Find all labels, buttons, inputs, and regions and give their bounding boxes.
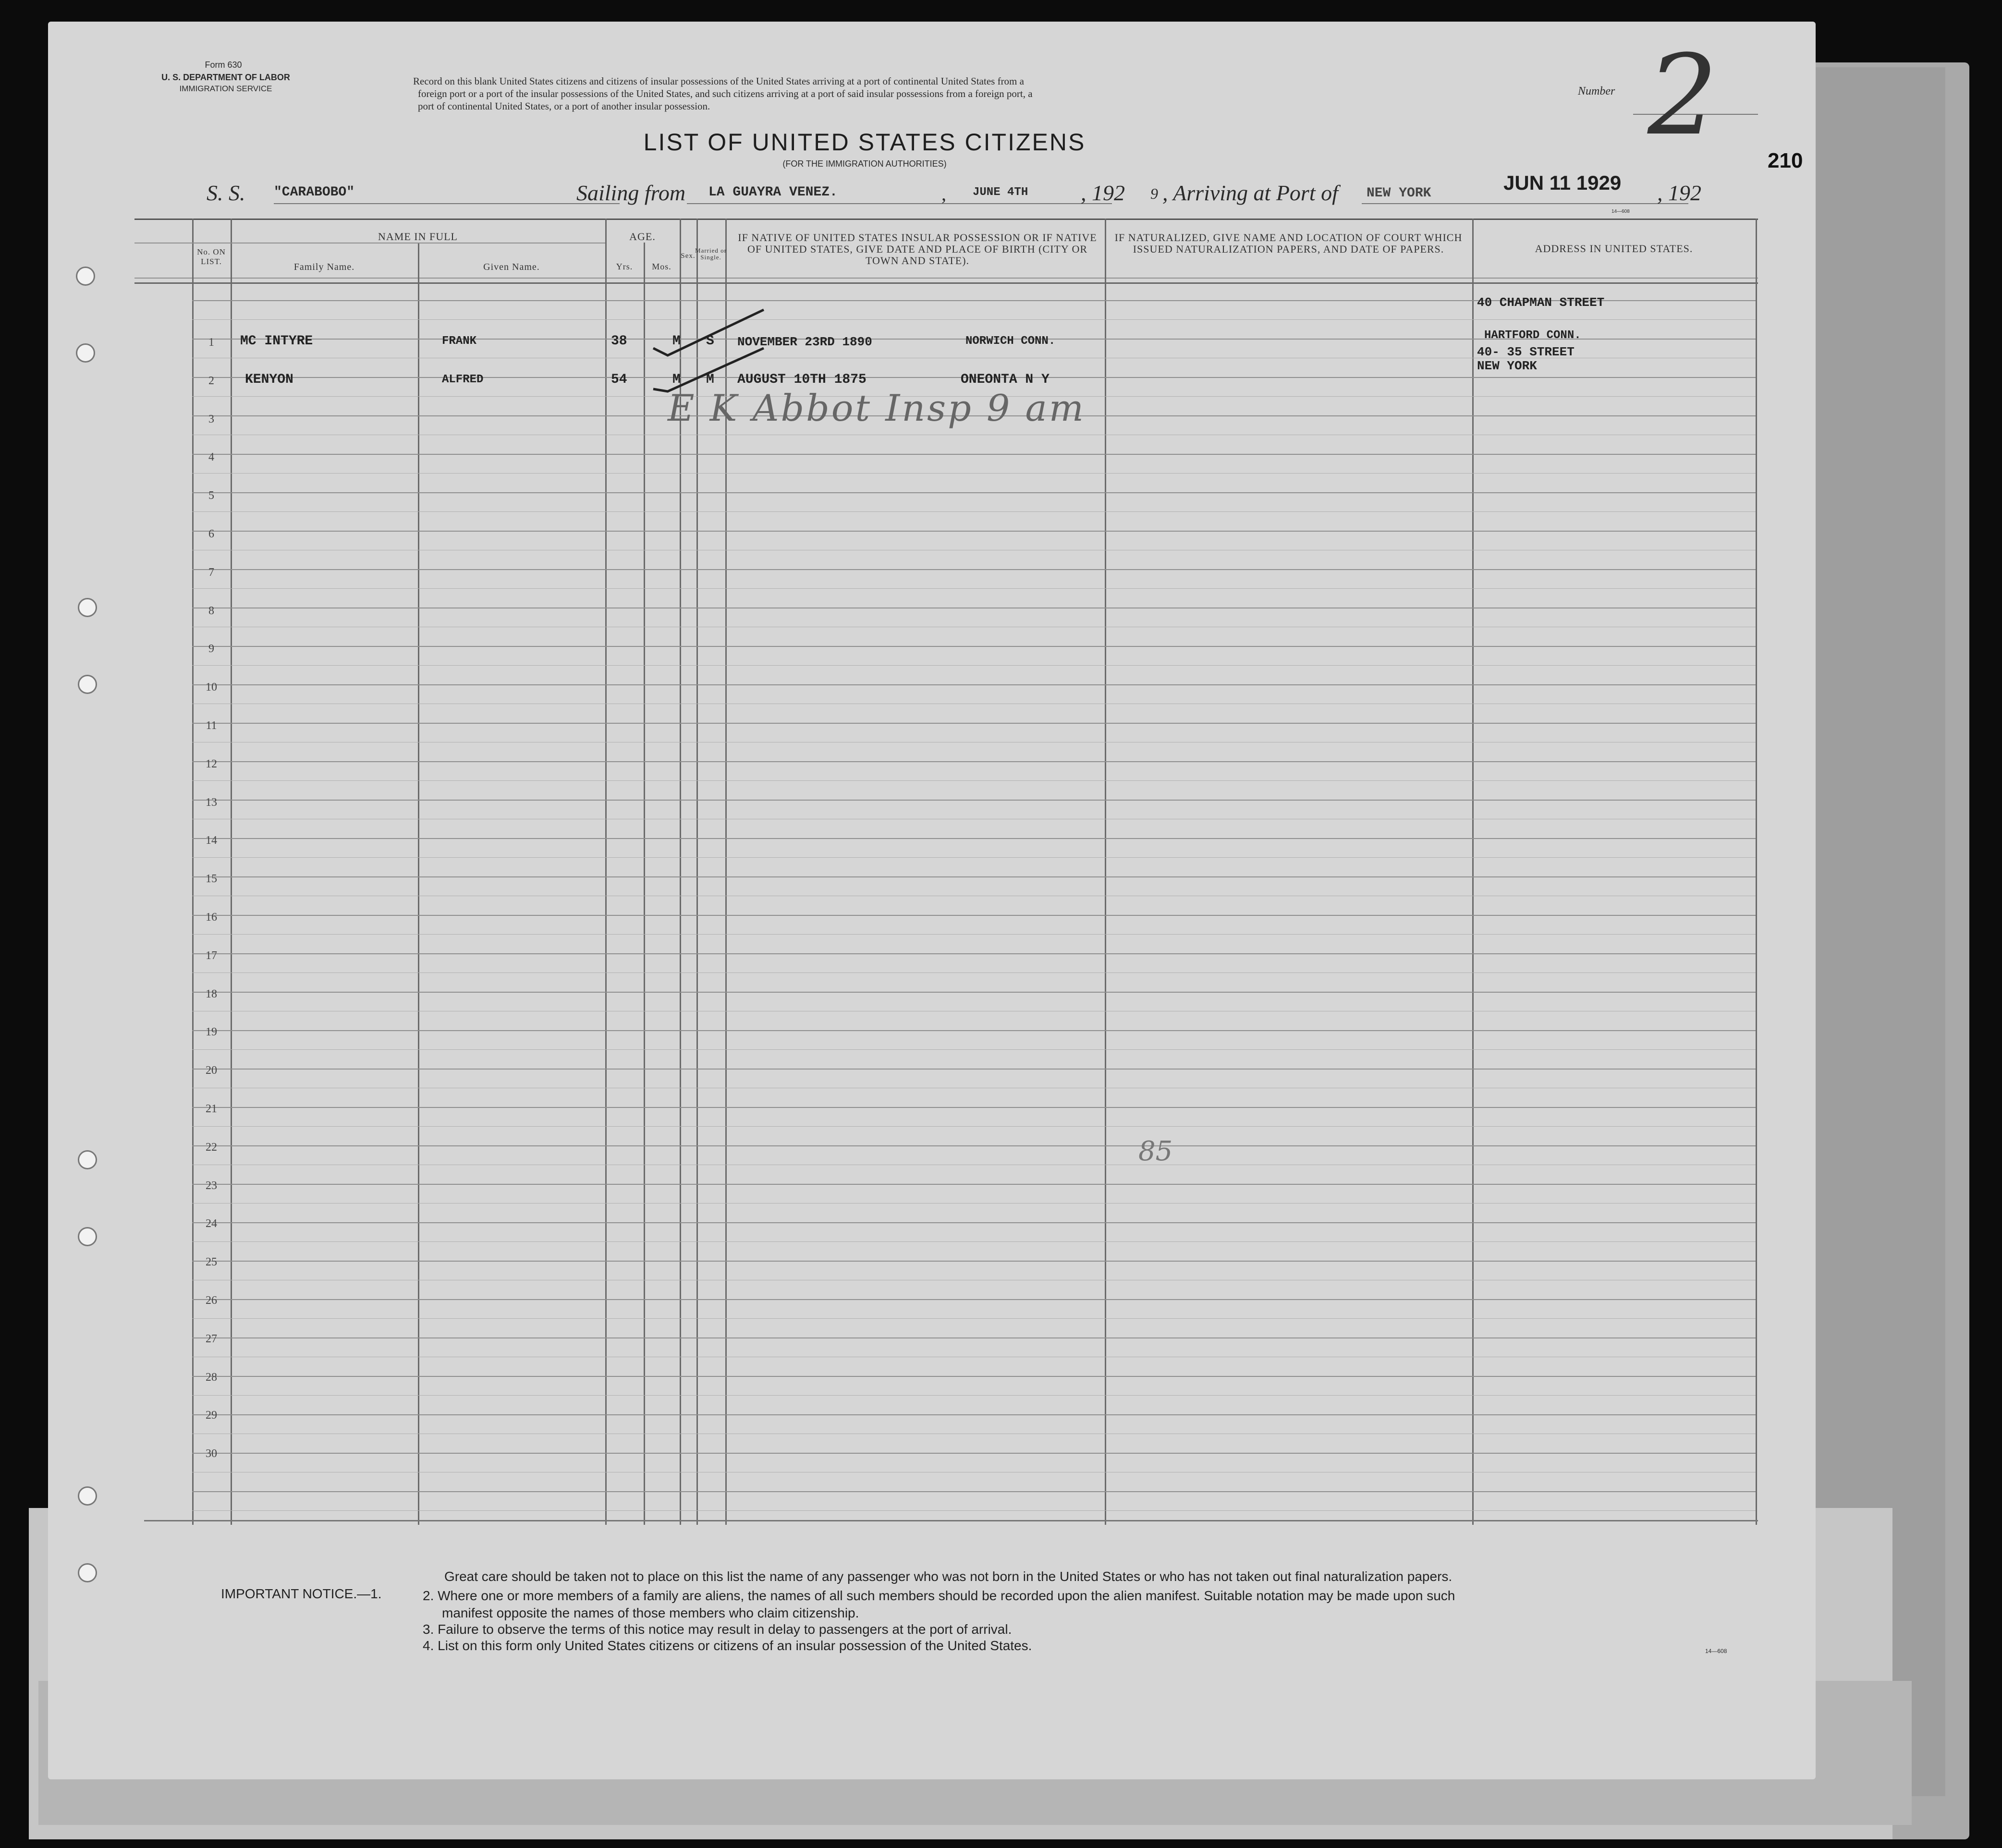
row-number: 15 bbox=[206, 873, 217, 886]
row-rule bbox=[192, 1414, 1756, 1415]
row-rule bbox=[192, 838, 1756, 839]
binder-hole bbox=[76, 343, 95, 363]
row2-given: ALFRED bbox=[442, 373, 484, 386]
instruction-line-2: foreign port or a port of the insular possessions of the United States, and such citizens arriving at a port of said insular possessions from a foreign port, a bbox=[418, 88, 1033, 99]
row1-birth-date: NOVEMBER 23RD 1890 bbox=[737, 335, 872, 349]
sailing-from: LA GUAYRA VENEZ. bbox=[708, 185, 838, 200]
header-family-name: Family Name. bbox=[293, 262, 355, 272]
row1-address-city: HARTFORD CONN. bbox=[1484, 329, 1581, 342]
row2-family: KENYON bbox=[245, 372, 293, 387]
notice-item-1: Great care should be taken not to place on this list the name of any passenger who was not born in the United States or who has not taken out final naturalization papers. bbox=[444, 1569, 1453, 1584]
header-married: Married or Single. bbox=[695, 247, 727, 261]
row-number: 3 bbox=[208, 413, 214, 426]
col-line-address bbox=[1472, 219, 1474, 1525]
row-rule-light bbox=[192, 780, 1756, 781]
binder-hole bbox=[76, 267, 95, 286]
row-rule bbox=[192, 454, 1756, 455]
row-rule bbox=[192, 800, 1756, 801]
row-number: 4 bbox=[208, 451, 214, 464]
header-naturalized: IF NATURALIZED, GIVE NAME AND LOCATION OF COURT WHICH ISSUED NATURALIZATION PAPERS, AND DATE OF PAPERS. bbox=[1114, 231, 1463, 255]
year-prefix: , 192 bbox=[1081, 181, 1125, 205]
row-number: 6 bbox=[208, 528, 214, 540]
inspector-signature: E K Abbot Insp 9 am bbox=[668, 387, 1086, 429]
row-number: 22 bbox=[206, 1141, 217, 1154]
row-number: 27 bbox=[206, 1332, 217, 1345]
row-number: 9 bbox=[208, 643, 214, 656]
row-rule-light bbox=[192, 1510, 1756, 1511]
row-number: 18 bbox=[206, 987, 217, 1000]
row2-marital: M bbox=[706, 372, 714, 387]
row-rule bbox=[192, 1184, 1756, 1185]
row-rule-light bbox=[192, 588, 1756, 589]
row-number: 17 bbox=[206, 949, 217, 962]
print-code: 14—608 bbox=[1611, 209, 1630, 214]
row-rule bbox=[192, 1107, 1756, 1108]
row-rule-light bbox=[192, 473, 1756, 474]
row-number: 23 bbox=[206, 1179, 217, 1192]
ss-label: S. S. bbox=[207, 181, 245, 205]
row-rule bbox=[192, 876, 1756, 877]
margin-mark: 85 bbox=[1138, 1136, 1173, 1167]
notice-code: 14—608 bbox=[1705, 1648, 1727, 1654]
row-rule-light bbox=[192, 665, 1756, 666]
row-rule-light bbox=[192, 1318, 1756, 1319]
form-department: U. S. DEPARTMENT OF LABOR bbox=[161, 73, 290, 82]
year-suffix: 9 bbox=[1150, 185, 1158, 202]
row1-yrs: 38 bbox=[611, 334, 627, 349]
binder-hole bbox=[78, 675, 97, 694]
binder-hole bbox=[78, 1563, 97, 1582]
row-rule bbox=[192, 569, 1756, 570]
sailing-label: Sailing from bbox=[576, 181, 686, 205]
ship-name: "CARABOBO" bbox=[274, 185, 355, 200]
page-subtitle: (FOR THE IMMIGRATION AUTHORITIES) bbox=[782, 159, 947, 169]
row-number: 14 bbox=[206, 834, 217, 847]
list-number: 2 bbox=[1648, 32, 1718, 160]
row-number: 24 bbox=[206, 1217, 217, 1230]
row1-sex: M bbox=[672, 334, 681, 349]
header-mid-line bbox=[134, 278, 1758, 279]
row-rule bbox=[192, 1145, 1756, 1146]
row-number: 21 bbox=[206, 1103, 217, 1115]
arrival-port: NEW YORK bbox=[1367, 186, 1431, 201]
row-rule-light bbox=[192, 511, 1756, 512]
row2-sex: M bbox=[672, 372, 681, 387]
row-number: 2 bbox=[208, 374, 214, 387]
row-rule-light bbox=[192, 1241, 1756, 1242]
row-rule-light bbox=[192, 1049, 1756, 1050]
form-number: Form 630 bbox=[205, 60, 242, 70]
table-top-border bbox=[134, 219, 1758, 220]
header-sex: Sex. bbox=[681, 252, 696, 260]
row-number: 30 bbox=[206, 1447, 217, 1460]
row-rule-light bbox=[192, 319, 1756, 320]
row2-birth-place: ONEONTA N Y bbox=[961, 372, 1050, 387]
binder-hole bbox=[78, 1150, 97, 1169]
instruction-line-1: Record on this blank United States citizens and citizens of insular possessions of the United States arriving at a port of continental United States from a bbox=[413, 75, 1024, 87]
header-bottom-line bbox=[134, 282, 1758, 284]
sail-date: JUNE 4TH bbox=[973, 186, 1028, 199]
row-rule bbox=[192, 1299, 1756, 1300]
row-rule bbox=[192, 761, 1756, 762]
header-yrs: Yrs. bbox=[616, 262, 633, 271]
row2-address-city: NEW YORK bbox=[1477, 359, 1537, 373]
col-line-end bbox=[1756, 219, 1757, 1525]
binder-hole bbox=[78, 598, 97, 617]
header-birth: IF NATIVE OF UNITED STATES INSULAR POSSESSION OR IF NATIVE OF UNITED STATES, GIVE DATE AND PLACE OF BIRTH (CITY OR TOWN AND STATE). bbox=[738, 231, 1097, 267]
header-mos: Mos. bbox=[652, 262, 671, 271]
row2-yrs: 54 bbox=[611, 372, 627, 387]
corner-page-number: 210 bbox=[1768, 149, 1803, 172]
col-line-no bbox=[192, 219, 194, 1525]
row-number: 20 bbox=[206, 1064, 217, 1077]
binder-hole bbox=[78, 1227, 97, 1246]
row-rule bbox=[192, 723, 1756, 724]
row1-birth-place: NORWICH CONN. bbox=[965, 335, 1056, 348]
sailing-line bbox=[687, 203, 994, 204]
row-rule-light bbox=[192, 934, 1756, 935]
list-number-label: Number bbox=[1578, 85, 1615, 97]
header-name-in-full: NAME IN FULL bbox=[378, 231, 458, 243]
row-number: 1 bbox=[208, 336, 214, 349]
row1-given: FRANK bbox=[442, 335, 477, 348]
row-number: 19 bbox=[206, 1026, 217, 1039]
year2: , 192 bbox=[1657, 181, 1701, 205]
check-marks bbox=[639, 291, 783, 396]
notice-item-2b: manifest opposite the names of those members who claim citizenship. bbox=[442, 1605, 859, 1620]
page-title: LIST OF UNITED STATES CITIZENS bbox=[643, 129, 1086, 156]
row-number: 28 bbox=[206, 1371, 217, 1384]
row-rule bbox=[192, 531, 1756, 532]
row-rule bbox=[192, 953, 1756, 954]
port-line bbox=[1362, 203, 1688, 204]
row-number: 13 bbox=[206, 796, 217, 809]
header-no: No. ON LIST. bbox=[197, 247, 226, 266]
row-rule bbox=[192, 1069, 1756, 1070]
row-rule bbox=[192, 1453, 1756, 1454]
row-rule bbox=[192, 992, 1756, 993]
row-rule bbox=[192, 915, 1756, 916]
row-rule bbox=[192, 1222, 1756, 1223]
header-given-name: Given Name. bbox=[483, 262, 540, 272]
row-rule bbox=[192, 1261, 1756, 1262]
row1-family: MC INTYRE bbox=[240, 334, 313, 349]
row-rule-light bbox=[192, 1126, 1756, 1127]
row-rule-light bbox=[192, 857, 1756, 858]
row1-marital: S bbox=[706, 334, 714, 349]
row-number: 10 bbox=[206, 681, 217, 694]
arrival-date-stamp: JUN 11 1929 bbox=[1503, 171, 1622, 194]
row-number: 26 bbox=[206, 1294, 217, 1307]
instruction-line-3: port of continental United States, or a port of another insular possession. bbox=[418, 100, 710, 112]
row1-address-street: 40 CHAPMAN STREET bbox=[1477, 295, 1605, 310]
notice-item-4: 4. List on this form only United States citizens or citizens of an insular possession of the United States. bbox=[423, 1638, 1032, 1653]
row-number: 8 bbox=[208, 604, 214, 617]
row-rule bbox=[192, 684, 1756, 685]
form-service: IMMIGRATION SERVICE bbox=[179, 84, 272, 93]
row-rule bbox=[192, 1337, 1756, 1338]
manifest-sheet bbox=[48, 22, 1816, 1779]
row-rule bbox=[192, 492, 1756, 493]
row-number: 29 bbox=[206, 1409, 217, 1422]
row-rule bbox=[192, 1030, 1756, 1031]
comma-mark: , bbox=[941, 183, 946, 205]
arriving-label: , Arriving at Port of bbox=[1162, 181, 1338, 205]
row-number: 25 bbox=[206, 1256, 217, 1269]
row-number: 12 bbox=[206, 757, 217, 770]
notice-lead: IMPORTANT NOTICE.—1. bbox=[221, 1586, 382, 1601]
row-number: 7 bbox=[208, 566, 214, 579]
row-rule bbox=[192, 1491, 1756, 1492]
row-rule-light bbox=[192, 1395, 1756, 1396]
notice-item-2: 2. Where one or more members of a family are aliens, the names of all such members should be recorded upon the alien manifest. Suitable notation may be made upon such bbox=[423, 1588, 1455, 1603]
row-rule bbox=[192, 1376, 1756, 1377]
row-number: 5 bbox=[208, 489, 214, 502]
col-line-family bbox=[231, 219, 232, 1525]
notice-divider bbox=[144, 1520, 1758, 1521]
col-line-age bbox=[605, 219, 607, 1525]
row-number: 16 bbox=[206, 911, 217, 924]
header-age: AGE. bbox=[629, 231, 656, 243]
binder-hole bbox=[78, 1486, 97, 1506]
col-line-naturalized bbox=[1105, 219, 1106, 1525]
header-address: ADDRESS IN UNITED STATES. bbox=[1535, 243, 1693, 255]
row2-birth-date: AUGUST 10TH 1875 bbox=[737, 372, 867, 387]
row-rule bbox=[192, 646, 1756, 647]
row-number: 11 bbox=[206, 719, 217, 732]
row2-address-street: 40- 35 STREET bbox=[1477, 345, 1575, 359]
notice-item-3: 3. Failure to observe the terms of this notice may result in delay to passengers at the port of arrival. bbox=[423, 1622, 1012, 1637]
row-rule-light bbox=[192, 1203, 1756, 1204]
ship-line bbox=[274, 203, 620, 204]
